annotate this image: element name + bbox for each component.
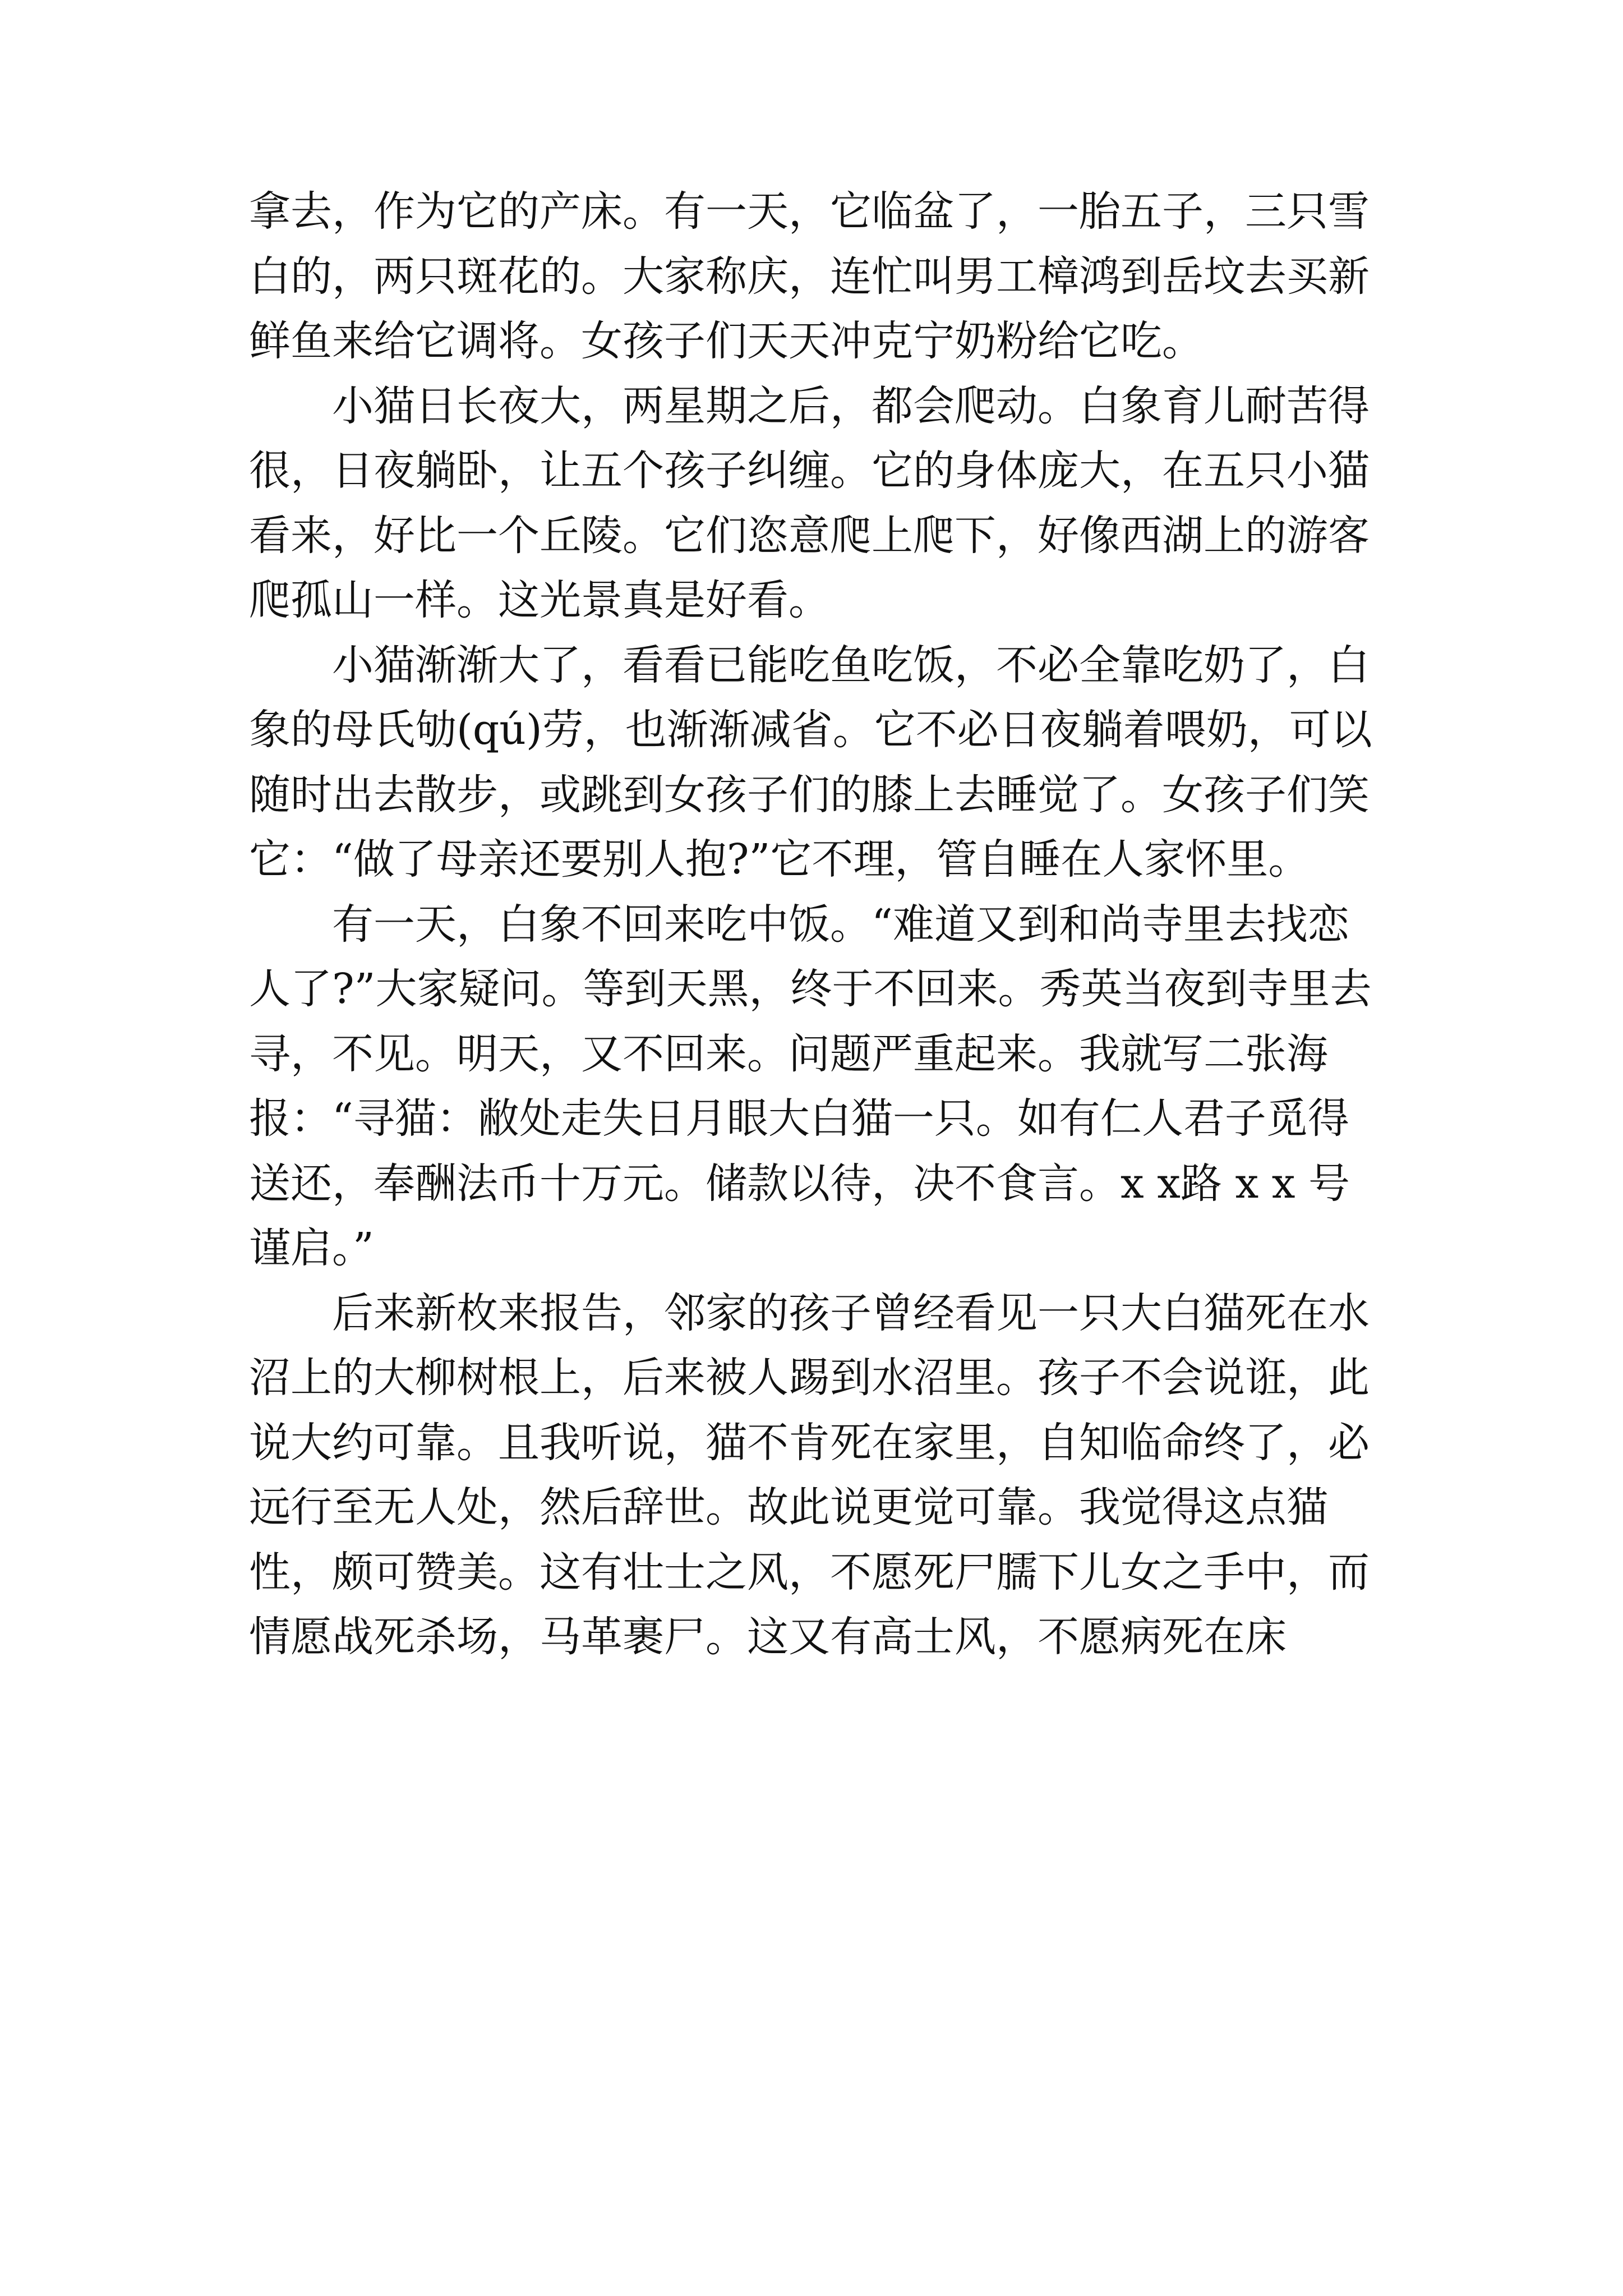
paragraph-1: 拿去，作为它的产床。有一天，它临盆了，一胎五子，三只雪白的，两只斑花的。大家称庆，连忙叫男工樟鸿到岳坟去买新鲜鱼来给它调将。女孩子们天天冲克宁奶粉给它吃。 (249, 187, 1370, 365)
paragraph-2: 小猫日长夜大，两星期之后，都会爬动。白象育儿耐苦得很，日夜躺卧，让五个孩子纠缠。它的身体庞大，在五只小猫看来，好比一个丘陵。它们恣意爬上爬下，好像西湖上的游客爬孤山一样。这光景真是好看。 (249, 381, 1370, 624)
body-text (249, 180, 1387, 1670)
paragraph-5: 后来新枚来报告，邻家的孩子曾经看见一只大白猫死在水沼上的大柳树根上，后来被人踢到水沼里。孩子不会说诳，此说大约可靠。且我听说，猫不肯死在家里，自知临命终了，必远行至无人处，然后辞世。故此说更觉可靠。我觉得这点猫性，颇可赞美。这有壮士之风，不愿死尸臑下儿女之手中，而情愿战死杀场，马革裹尸。这又有高士风，不愿病死在床 (249, 1289, 1370, 1661)
paragraph-4: 有一天，白象不回来吃中饭。“难道又到和尚寺里去找恋人了?”大家疑问。等到天黑，终于不回来。秀英当夜到寺里去寻，不见。明天，又不回来。问题严重起来。我就写二张海报：“寻猫：敝处走失日月眼大白猫一只。如有仁人君子觅得送还，奉酬法币十万元。储款以待，决不食言。x x路 x x 号谨启。” (249, 900, 1372, 1272)
paragraph-3: 小猫渐渐大了，看看已能吃鱼吃饭，不必全靠吃奶了，白象的母氏劬(qú)劳，也渐渐减省。它不必日夜躺着喂奶，可以随时出去散步，或跳到女孩子们的膝上去睡觉了。女孩子们笑它：“做了母亲还要别人抱?”它不理，管自睡在人家怀里。 (249, 641, 1372, 884)
